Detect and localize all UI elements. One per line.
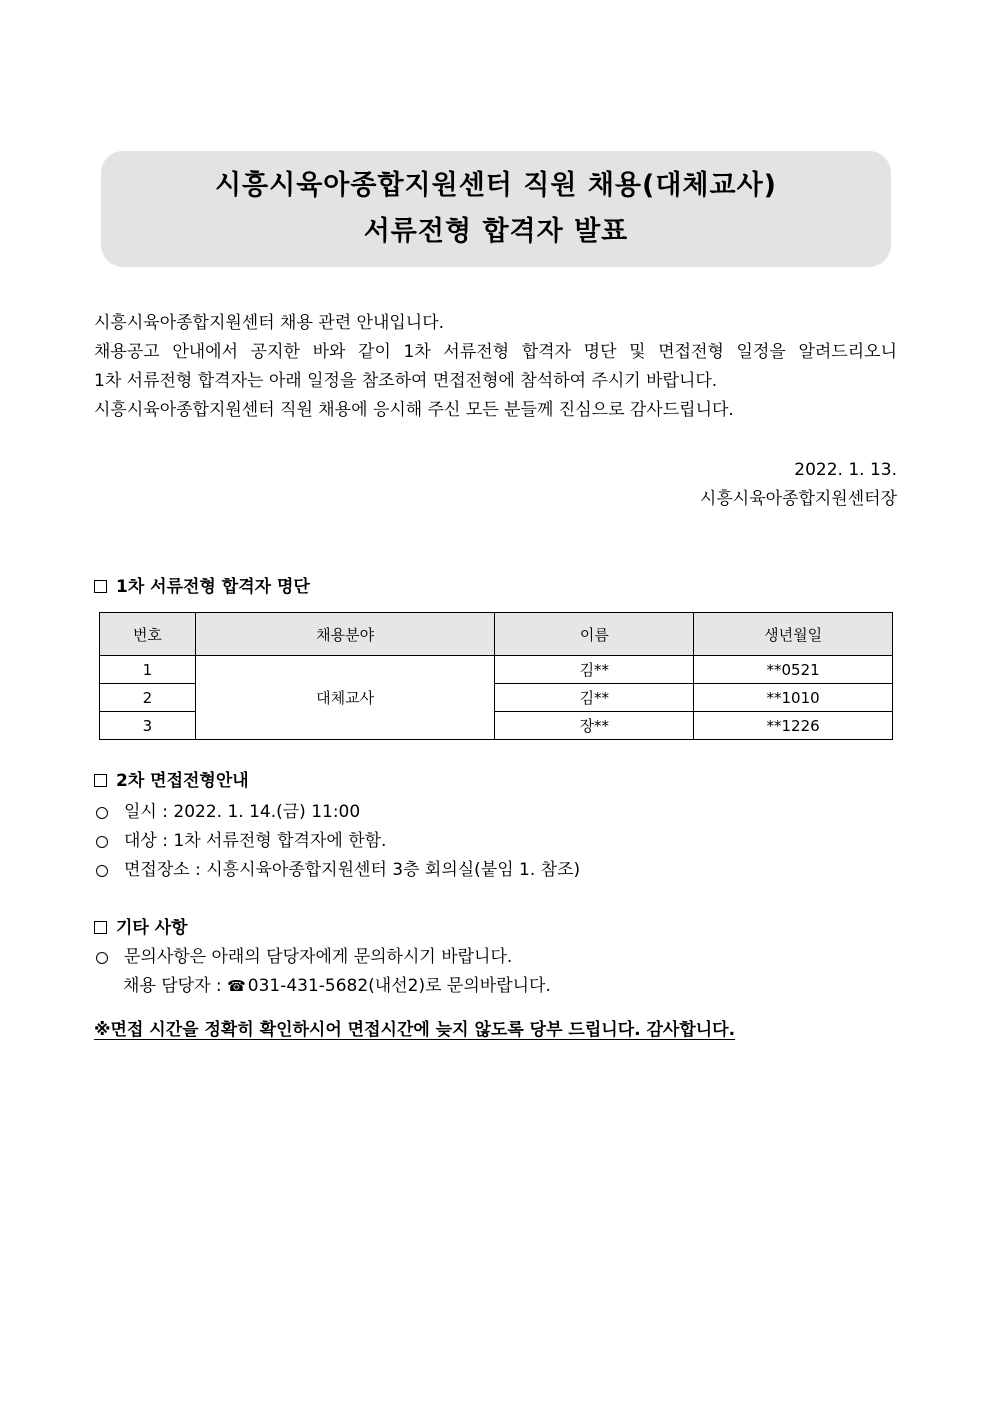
cell-number: 1 [100, 656, 196, 684]
table-header-row [100, 613, 893, 656]
checkbox-square-icon [94, 580, 107, 593]
circle-bullet-icon [96, 836, 108, 848]
header-number: 번호 [100, 613, 196, 656]
interview-place: 면접장소 : 시흥시육아종합지원센터 3층 회의실(붙임 1. 참조) [124, 860, 581, 880]
intro-line-2: 채용공고 안내에서 공지한 바와 같이 1차 서류전형 합격자 명단 및 면접전형 일정을 알려드리오니 [94, 342, 897, 362]
section1-heading-text: 1차 서류전형 합격자 명단 [116, 577, 310, 597]
checkbox-square-icon [94, 774, 107, 787]
misc-info-list [94, 943, 551, 1001]
cell-name: 장** [495, 712, 694, 740]
cell-name: 김** [495, 656, 694, 684]
section2-heading-text: 2차 면접전형안내 [116, 771, 249, 791]
title-box [101, 151, 891, 267]
interview-date: 일시 : 2022. 1. 14.(금) 11:00 [124, 802, 361, 822]
circle-bullet-icon [96, 807, 108, 819]
circle-bullet-icon [96, 865, 108, 877]
cell-name: 김** [495, 684, 694, 712]
cell-birth: **0521 [694, 656, 893, 684]
interview-info-list [94, 798, 580, 885]
cell-number: 3 [100, 712, 196, 740]
table-row [100, 656, 893, 684]
intro-paragraph [94, 309, 897, 425]
section3-heading-text: 기타 사항 [116, 918, 188, 938]
cell-field: 대체교사 [195, 656, 495, 740]
page-title: 시흥시육아종합지원센터 직원 채용(대체교사) [214, 170, 778, 201]
contact-phone: 031-431-5682(내선2)로 문의바랍니다. [247, 976, 551, 996]
list-item [94, 798, 580, 827]
checkbox-square-icon [94, 921, 107, 934]
section3-heading [94, 915, 188, 941]
passer-table [99, 612, 893, 740]
header-birth: 생년월일 [694, 613, 893, 656]
issuer: 시흥시육아종합지원센터장 [699, 489, 897, 509]
interview-target: 대상 : 1차 서류전형 합격자에 한함. [124, 831, 387, 851]
page-subtitle: 서류전형 합격자 발표 [363, 216, 629, 247]
header-field: 채용분야 [195, 613, 495, 656]
contact-line [94, 972, 551, 1001]
circle-bullet-icon [96, 952, 108, 964]
intro-line-4: 시흥시육아종합지원센터 직원 채용에 응시해 주신 모든 분들께 진심으로 감사드립니다. [94, 400, 734, 420]
section2-heading [94, 768, 249, 794]
signature-block [700, 456, 897, 514]
header-name: 이름 [495, 613, 694, 656]
intro-line-3: 1차 서류전형 합격자는 아래 일정을 참조하여 면접전형에 참석하여 주시기 바랍니다. [94, 371, 718, 391]
closing-notice: ※면접 시간을 정확히 확인하시어 면접시간에 늦지 않도록 당부 드립니다. 감사합니다. [94, 1020, 736, 1040]
issue-date: 2022. 1. 13. [794, 460, 897, 480]
section1-heading [94, 574, 310, 600]
phone-icon: ☎ [227, 977, 246, 995]
cell-birth: **1226 [694, 712, 893, 740]
list-item [94, 943, 551, 972]
list-item [94, 856, 580, 885]
inquiry-text: 문의사항은 아래의 담당자에게 문의하시기 바랍니다. [124, 947, 513, 967]
cell-birth: **1010 [694, 684, 893, 712]
intro-line-1: 시흥시육아종합지원센터 채용 관련 안내입니다. [94, 313, 445, 333]
contact-prefix: 채용 담당자 : [123, 976, 228, 996]
list-item [94, 827, 580, 856]
cell-number: 2 [100, 684, 196, 712]
